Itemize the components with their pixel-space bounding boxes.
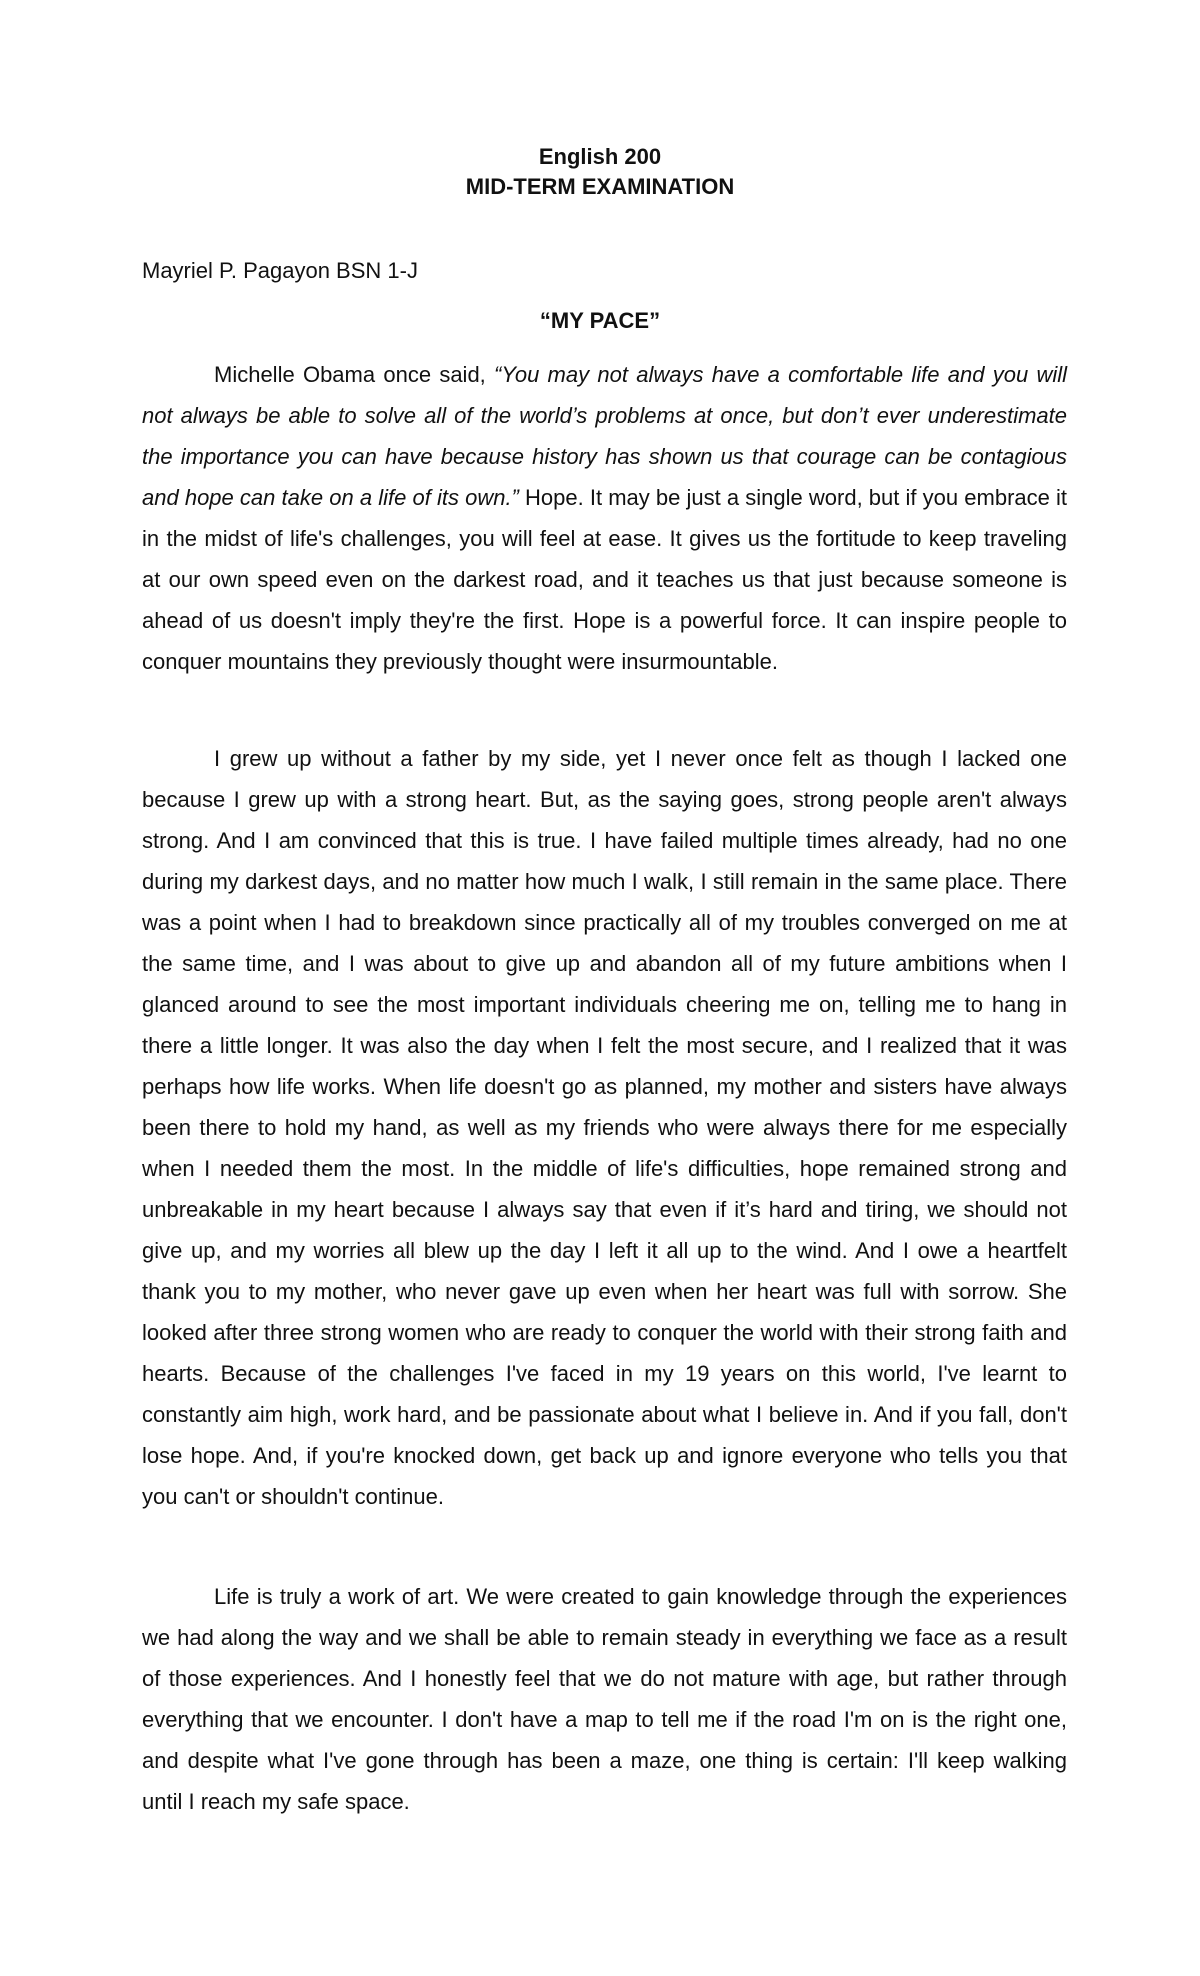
paragraph-1-lead: Michelle Obama once said, <box>214 362 495 387</box>
author-line: Mayriel P. Pagayon BSN 1-J <box>142 258 418 283</box>
paragraph-3: Life is truly a work of art. We were created to gain knowledge through the experiences we had along the way and we shall be able to remain steady in everything we face as a result of those experiences. And I honestly feel that we do not mature with age, but rather through everything that we encounter. I don't have a map to tell me if the road I'm on is the right one, and despite what I've gone through has been a maze, one thing is certain: I'll keep walking until I reach my safe space. <box>142 1584 1067 1814</box>
paragraph-1-rest: Hope. It may be just a single word, but if you embrace it in the midst of life's challenges, you will feel at ease. It gives us the fortitude to keep traveling at our own speed even on the darkest road, and it teaches us that just because someone is ahead of us doesn't imply they're the first. Hope is a powerful force. It can inspire people to conquer mountains they previously thought were insurmountable. <box>142 485 1067 674</box>
course-title: English 200 <box>538 144 662 169</box>
paragraph-2-block <box>142 738 1067 1517</box>
paragraph-1 <box>142 354 1067 682</box>
essay-title: “MY PACE” <box>539 308 661 333</box>
exam-title: MID-TERM EXAMINATION <box>465 174 735 199</box>
paragraph-1-block <box>142 354 1067 682</box>
paragraph-2: I grew up without a father by my side, yet I never once felt as though I lacked one because I grew up with a strong heart. But, as the saying goes, strong people aren't always strong. And I am convinced that this is true. I have failed multiple times already, had no one during my darkest days, and no matter how much I walk, I still remain in the same place. There was a point when I had to breakdown since practically all of my troubles converged on me at the same time, and I was about to give up and abandon all of my future ambitions when I glanced around to see the most important individuals cheering me on, telling me to hang in there a little longer. It was also the day when I felt the most secure, and I realized that it was perhaps how life works. When life doesn't go as planned, my mother and sisters have always been there to hold my hand, as well as my friends who were always there for me especially when I needed them the most. In the middle of life's difficulties, hope remained strong and unbreakable in my heart because I always say that even if it’s hard and tiring, we should not give up, and my worries all blew up the day I left it all up to the wind. And I owe a heartfelt thank you to my mother, who never gave up even when her heart was full with sorrow. She looked after three strong women who are ready to conquer the world with their strong faith and hearts. Because of the challenges I've faced in my 19 years on this world, I've learnt to constantly aim high, work hard, and be passionate about what I believe in. And if you fall, don't lose hope. And, if you're knocked down, get back up and ignore everyone who tells you that you can't or shouldn't continue. <box>142 746 1067 1509</box>
paragraph-1-quote: “You may not always have a comfortable life and you will not always be able to solve all of the world’s problems at once, but don’t ever underestimate the importance you can have because history has shown us that courage can be contagious and hope can take on a life of its own.” <box>142 362 1067 510</box>
paragraph-3-block <box>142 1576 1067 1822</box>
